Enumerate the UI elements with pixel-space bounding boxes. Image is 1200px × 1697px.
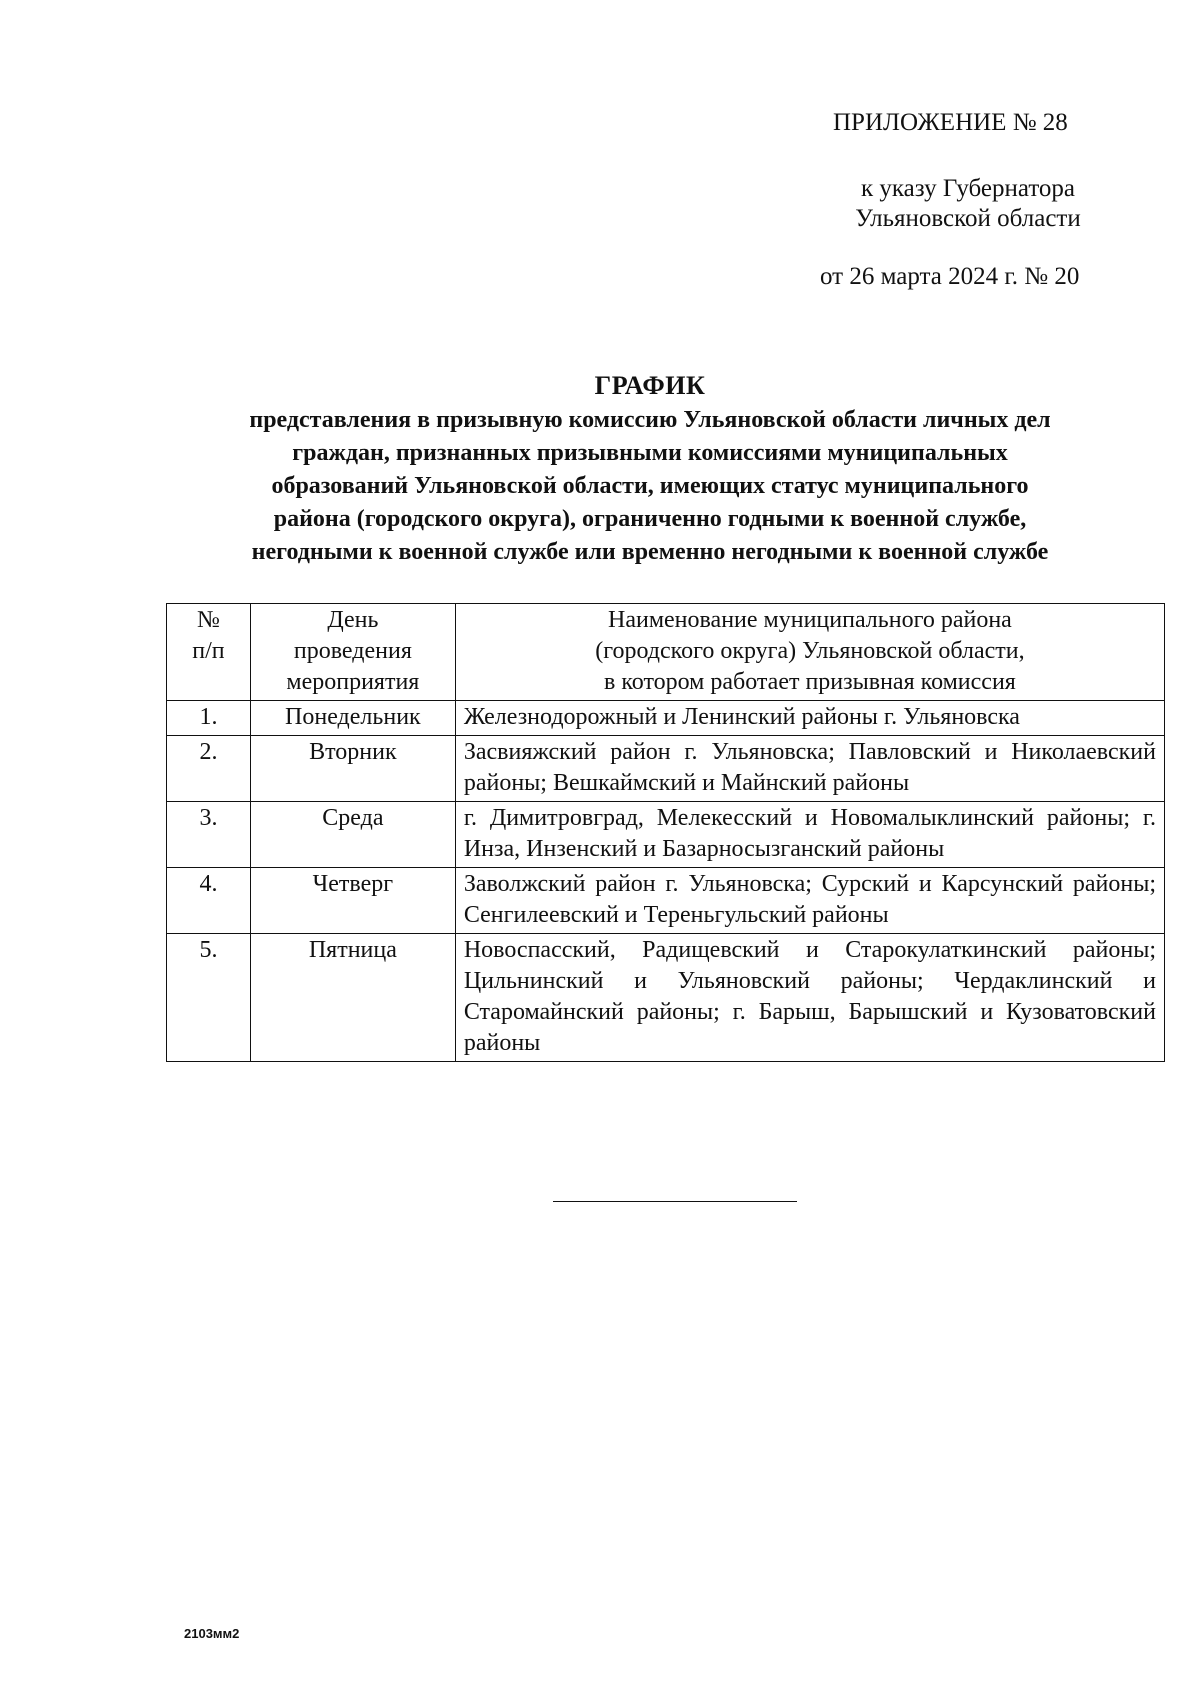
row-day: Четверг <box>250 868 455 934</box>
document-title <box>150 370 1150 569</box>
row-number: 3. <box>167 802 251 868</box>
header-day-line: мероприятия <box>286 669 420 695</box>
header-num-line: п/п <box>192 638 225 664</box>
header-district-line: (городского округа) Ульяновской области, <box>595 638 1025 664</box>
table-header-row <box>167 604 1165 701</box>
table-row <box>167 868 1165 934</box>
header-day-line: проведения <box>293 638 412 664</box>
header-num-line: № <box>197 607 220 633</box>
header-district <box>455 604 1164 701</box>
title-line: негодными к военной службе или временно негодными к военной службе <box>251 539 1049 565</box>
header-district-line: в котором работает призывная комиссия <box>603 669 1016 695</box>
header-district-line: Наименование муниципального района <box>608 607 1012 633</box>
decree-line-1: к указу Губернатора <box>860 175 1076 202</box>
row-district: Заволжский район г. Ульяновска; Сурский и Карсунский районы; Сенгилеевский и Тереньгульский районы <box>455 868 1164 934</box>
row-number: 5. <box>167 934 251 1062</box>
row-district: Новоспасский, Радищевский и Старокулаткинский районы; Цильнинский и Ульяновский районы; Чердаклинский и Старомайнский районы; г. Барыш, Барышский и Кузоватовский районы <box>455 934 1164 1062</box>
title-line: представления в призывную комиссию Ульяновской области личных дел <box>249 407 1051 433</box>
row-number: 1. <box>167 701 251 736</box>
decree-line-2: Ульяновской области <box>855 205 1081 232</box>
row-district: г. Димитровград, Мелекесский и Новомалыклинский районы; г. Инза, Инзенский и Базарносызганский районы <box>455 802 1164 868</box>
row-day: Пятница <box>250 934 455 1062</box>
row-number: 2. <box>167 736 251 802</box>
row-number: 4. <box>167 868 251 934</box>
closing-divider <box>553 1201 797 1202</box>
header-day <box>250 604 455 701</box>
decree-reference <box>833 174 1103 234</box>
title-main: ГРАФИК <box>594 371 706 400</box>
row-district: Засвияжский район г. Ульяновска; Павловский и Николаевский районы; Вешкаймский и Майнский районы <box>455 736 1164 802</box>
title-subtitle <box>150 404 1150 569</box>
table-row <box>167 934 1165 1062</box>
appendix-label: ПРИЛОЖЕНИЕ № 28 <box>833 109 1068 136</box>
row-district: Железнодорожный и Ленинский районы г. Ульяновска <box>455 701 1164 736</box>
title-line: граждан, признанных призывными комиссиями муниципальных <box>292 440 1008 466</box>
schedule-table <box>166 603 1165 1062</box>
row-day: Понедельник <box>250 701 455 736</box>
document-stamp: 2103мм2 <box>184 1626 240 1641</box>
title-line: района (городского округа), ограниченно годными к военной службе, <box>273 506 1027 532</box>
title-line: образований Ульяновской области, имеющих статус муниципального <box>271 473 1029 499</box>
decree-date: от 26 марта 2024 г. № 20 <box>820 263 1080 290</box>
header-num <box>167 604 251 701</box>
row-day: Среда <box>250 802 455 868</box>
table-row <box>167 802 1165 868</box>
header-day-line: День <box>327 607 379 633</box>
row-day: Вторник <box>250 736 455 802</box>
table-row <box>167 736 1165 802</box>
table-row <box>167 701 1165 736</box>
